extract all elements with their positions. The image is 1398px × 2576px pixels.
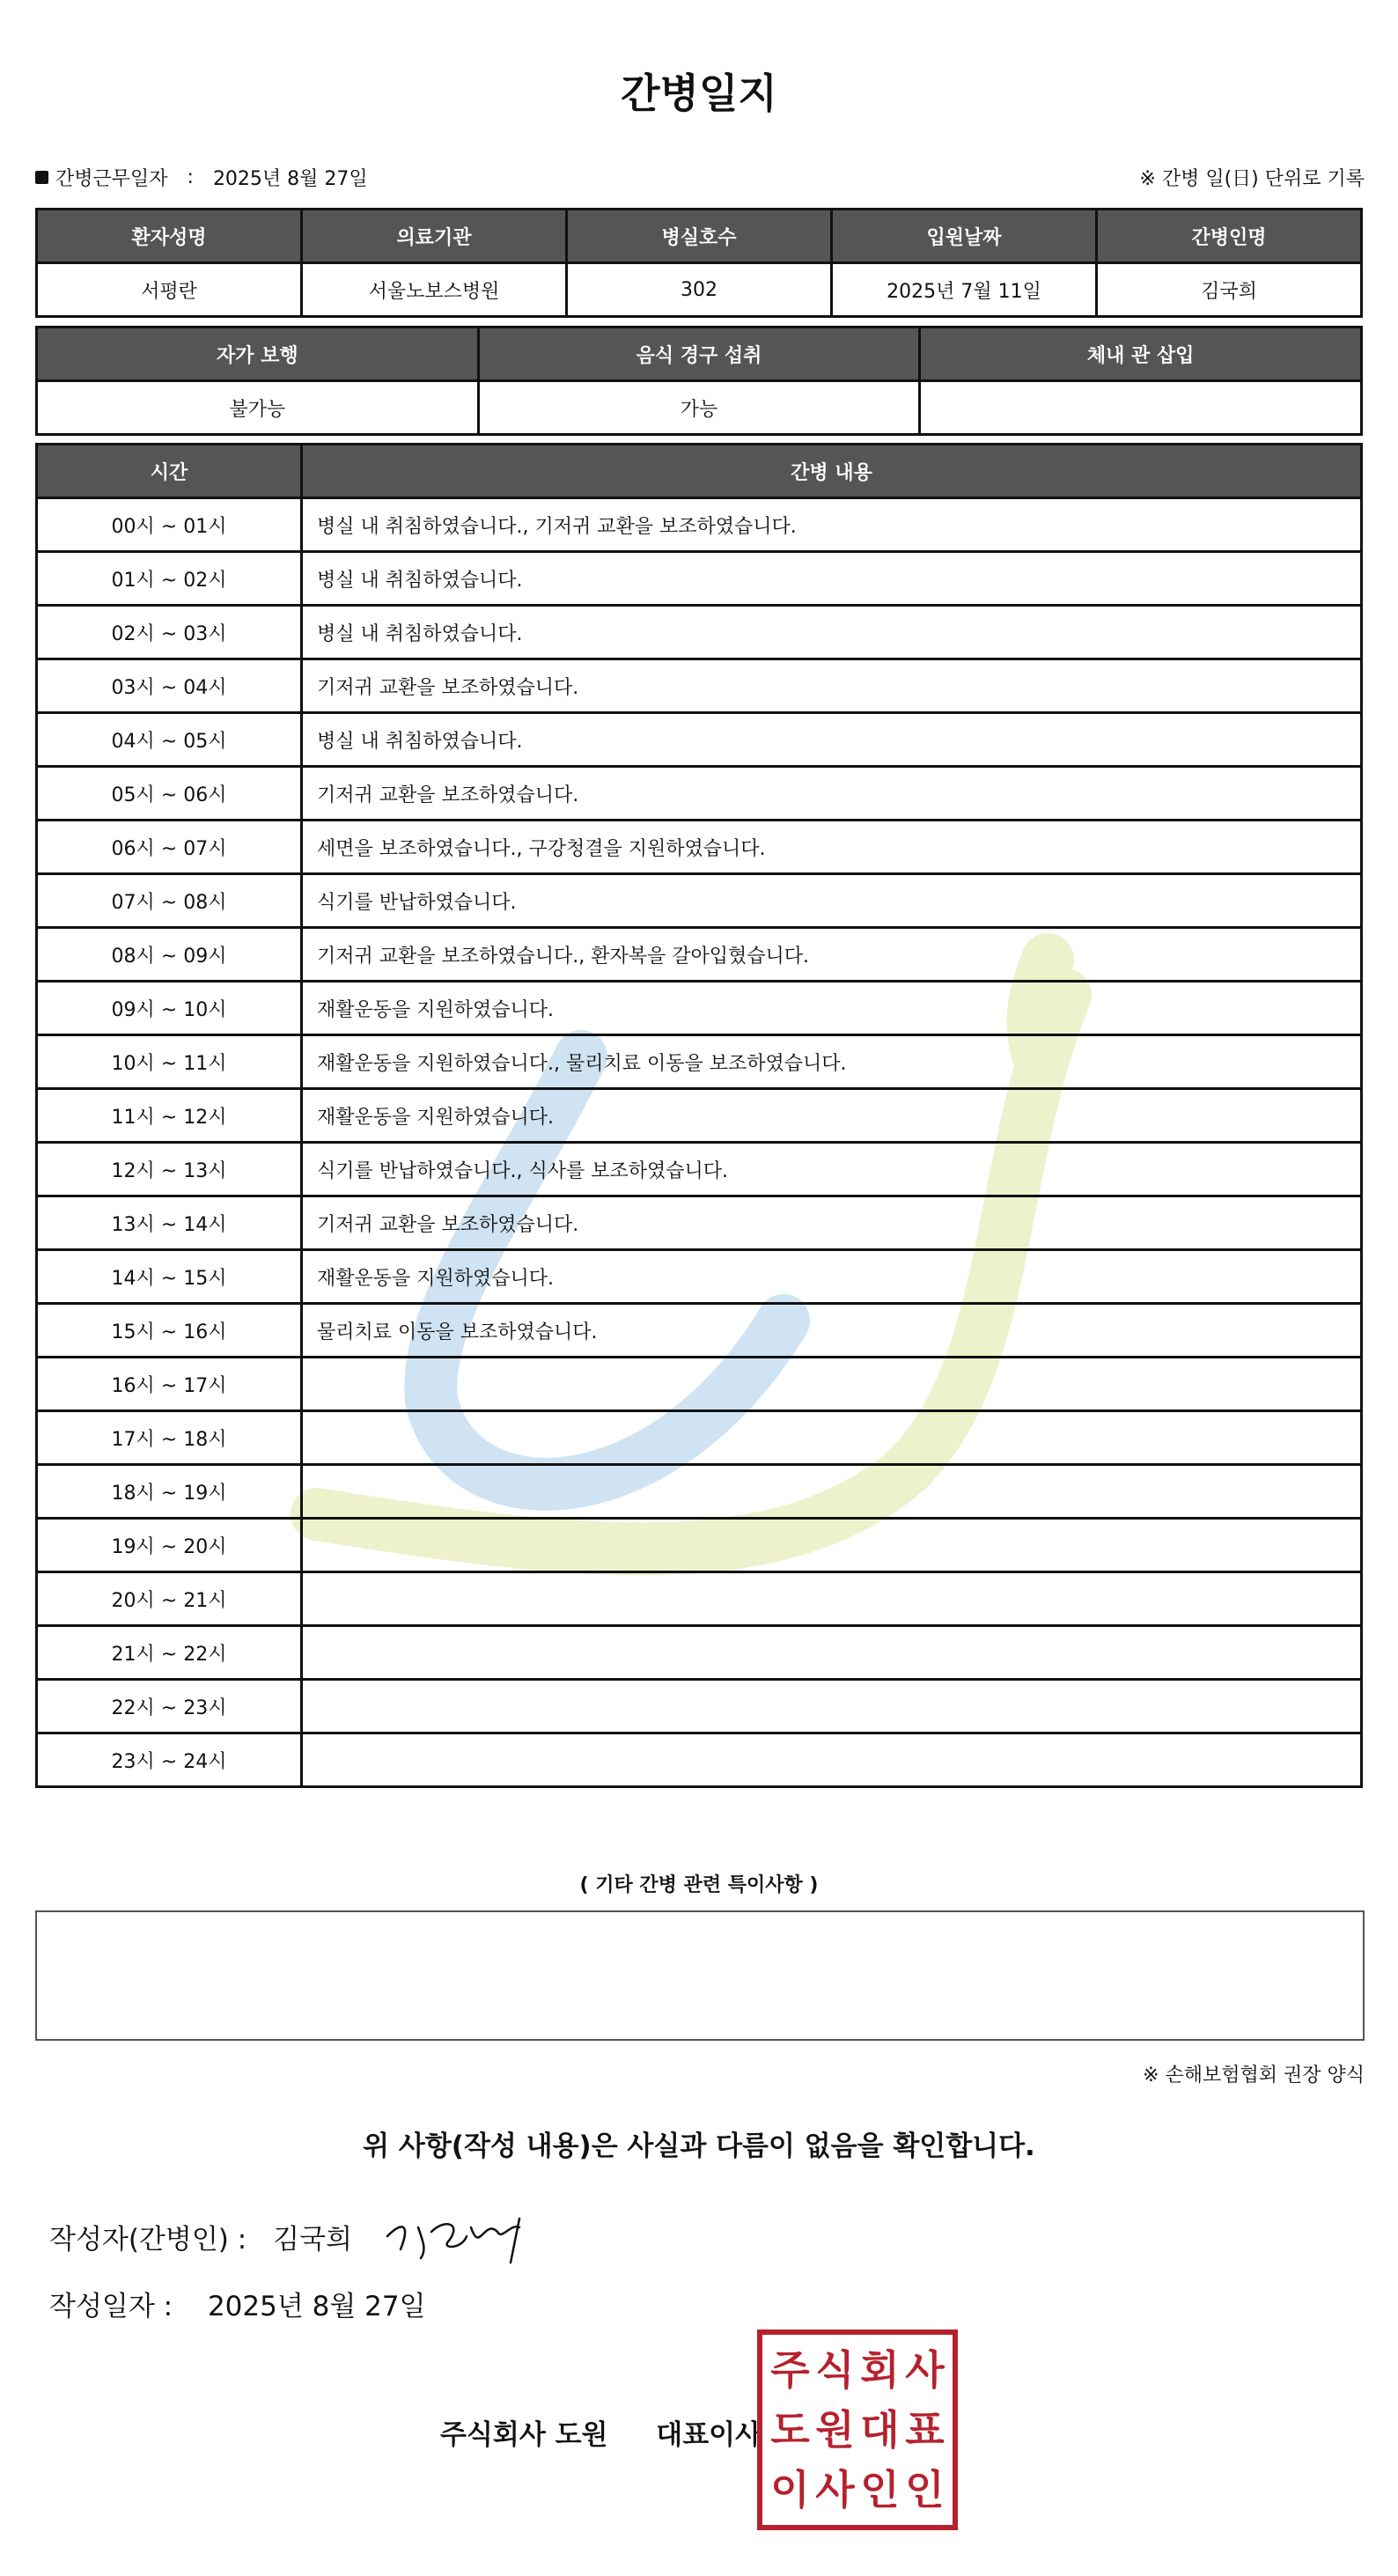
log-row	[37, 767, 1362, 821]
header-self-walking: 자가 보행	[37, 328, 479, 381]
patient-status-table	[35, 326, 1363, 436]
log-row	[37, 1733, 1362, 1787]
log-time: 11시 ~ 12시	[37, 1089, 302, 1143]
form-note: ※ 손해보험협회 권장 양식	[1143, 2064, 1365, 2087]
log-content: 병실 내 취침하였습니다.	[302, 713, 1362, 767]
log-time: 22시 ~ 23시	[37, 1680, 302, 1733]
work-date-label: 간병근무일자	[55, 168, 168, 190]
log-row	[37, 874, 1362, 928]
log-time: 01시 ~ 02시	[37, 552, 302, 606]
patient-info-table	[35, 208, 1363, 318]
work-date	[35, 164, 368, 191]
author-name: 김국희	[273, 2224, 353, 2256]
log-content: 기저귀 교환을 보조하였습니다., 환자복을 갈아입혔습니다.	[302, 928, 1362, 982]
log-row	[37, 821, 1362, 874]
self-walking-value: 불가능	[37, 381, 479, 435]
log-content: 기저귀 교환을 보조하였습니다.	[302, 659, 1362, 713]
log-row	[37, 552, 1362, 606]
log-row	[37, 1519, 1362, 1572]
header-patient-name: 환자성명	[37, 210, 302, 263]
header-time: 시간	[37, 445, 302, 498]
header-hospital: 의료기관	[302, 210, 567, 263]
patient-name: 서평란	[37, 263, 302, 317]
log-content	[302, 1572, 1362, 1626]
log-row	[37, 498, 1362, 552]
log-content: 식기를 반납하였습니다., 식사를 보조하였습니다.	[302, 1143, 1362, 1196]
log-time: 23시 ~ 24시	[37, 1733, 302, 1787]
log-content: 병실 내 취침하였습니다.	[302, 606, 1362, 659]
seal-char: 대	[860, 2406, 900, 2454]
log-time: 18시 ~ 19시	[37, 1465, 302, 1519]
log-time: 14시 ~ 15시	[37, 1250, 302, 1304]
log-time: 09시 ~ 10시	[37, 982, 302, 1035]
log-time: 07시 ~ 08시	[37, 874, 302, 928]
remarks-title: ( 기타 간병 관련 특이사항 )	[579, 1874, 819, 1896]
log-content: 기저귀 교환을 보조하였습니다.	[302, 767, 1362, 821]
work-date-value: 2025년 8월 27일	[212, 168, 368, 190]
log-row	[37, 1196, 1362, 1250]
log-row	[37, 928, 1362, 982]
log-row	[37, 1358, 1362, 1411]
log-content: 재활운동을 지원하였습니다.	[302, 1089, 1362, 1143]
header-care-content: 간병 내용	[302, 445, 1362, 498]
log-time: 08시 ~ 09시	[37, 928, 302, 982]
log-time: 03시 ~ 04시	[37, 659, 302, 713]
log-row	[37, 1304, 1362, 1358]
seal-char: 원	[815, 2406, 855, 2454]
log-row	[37, 1143, 1362, 1196]
seal-char: 인	[905, 2466, 945, 2513]
log-time: 10시 ~ 11시	[37, 1035, 302, 1089]
log-row	[37, 1035, 1362, 1089]
log-content: 식기를 반납하였습니다.	[302, 874, 1362, 928]
log-row	[37, 982, 1362, 1035]
log-time: 21시 ~ 22시	[37, 1626, 302, 1680]
log-time: 16시 ~ 17시	[37, 1358, 302, 1411]
log-content	[302, 1411, 1362, 1465]
log-row	[37, 1465, 1362, 1519]
seal-char: 사	[815, 2466, 855, 2513]
seal-char: 이	[770, 2466, 810, 2513]
log-time: 15시 ~ 16시	[37, 1304, 302, 1358]
log-content: 물리치료 이동을 보조하였습니다.	[302, 1304, 1362, 1358]
header-admission-date: 입원날짜	[832, 210, 1097, 263]
log-time: 04시 ~ 05시	[37, 713, 302, 767]
signature	[379, 2201, 537, 2271]
hospital-name: 서울노보스병원	[302, 263, 567, 317]
log-time: 20시 ~ 21시	[37, 1572, 302, 1626]
seal-char: 주	[770, 2346, 810, 2394]
log-content	[302, 1465, 1362, 1519]
log-row	[37, 713, 1362, 767]
header-oral-intake: 음식 경구 섭취	[478, 328, 920, 381]
header-tube-insertion: 체내 관 삽입	[920, 328, 1362, 381]
log-content	[302, 1626, 1362, 1680]
header-room: 병실호수	[567, 210, 832, 263]
author-label: 작성자(간병인) :	[49, 2224, 247, 2256]
page-title: 간병일지	[621, 70, 777, 117]
seal-char: 도	[770, 2406, 810, 2454]
seal-char: 회	[860, 2346, 900, 2394]
seal-char: 표	[905, 2406, 945, 2454]
log-content: 재활운동을 지원하였습니다., 물리치료 이동을 보조하였습니다.	[302, 1035, 1362, 1089]
log-time: 13시 ~ 14시	[37, 1196, 302, 1250]
author	[49, 2217, 352, 2256]
log-row	[37, 1626, 1362, 1680]
log-time: 17시 ~ 18시	[37, 1411, 302, 1465]
log-row	[37, 659, 1362, 713]
seal-char: 식	[815, 2346, 855, 2394]
log-row	[37, 1411, 1362, 1465]
log-time: 05시 ~ 06시	[37, 767, 302, 821]
room-number: 302	[567, 263, 832, 317]
log-row	[37, 1250, 1362, 1304]
care-log-table	[35, 443, 1363, 1788]
caregiver-name: 김국희	[1097, 263, 1362, 317]
bullet-icon	[35, 171, 48, 184]
log-content: 병실 내 취침하였습니다., 기저귀 교환을 보조하였습니다.	[302, 498, 1362, 552]
log-content	[302, 1733, 1362, 1787]
log-row	[37, 1680, 1362, 1733]
log-content: 기저귀 교환을 보조하였습니다.	[302, 1196, 1362, 1250]
write-date-value: 2025년 8월 27일	[207, 2291, 426, 2322]
admission-date: 2025년 7월 11일	[832, 263, 1097, 317]
log-row	[37, 1089, 1362, 1143]
seal-char: 인	[860, 2466, 900, 2513]
log-content: 재활운동을 지원하였습니다.	[302, 982, 1362, 1035]
company-representative: 대표이사	[656, 2419, 762, 2451]
log-content	[302, 1519, 1362, 1572]
log-content	[302, 1358, 1362, 1411]
log-time: 06시 ~ 07시	[37, 821, 302, 874]
log-time: 00시 ~ 01시	[37, 498, 302, 552]
company-name: 주식회사 도원	[440, 2419, 608, 2451]
log-content: 세면을 보조하였습니다., 구강청결을 지원하였습니다.	[302, 821, 1362, 874]
tube-insertion-value	[920, 381, 1362, 435]
confirmation-statement: 위 사항(작성 내용)은 사실과 다름이 없음을 확인합니다.	[363, 2131, 1035, 2162]
log-content	[302, 1680, 1362, 1733]
write-date	[49, 2284, 426, 2323]
oral-intake-value: 가능	[478, 381, 920, 435]
log-row	[37, 606, 1362, 659]
remarks-box	[35, 1910, 1365, 2041]
log-content: 재활운동을 지원하였습니다.	[302, 1250, 1362, 1304]
log-time: 02시 ~ 03시	[37, 606, 302, 659]
work-date-separator: :	[187, 166, 194, 188]
unit-note: ※ 간병 일(日) 단위로 기록	[1139, 168, 1365, 190]
write-date-label: 작성일자 :	[49, 2291, 173, 2322]
log-content: 병실 내 취침하였습니다.	[302, 552, 1362, 606]
log-time: 12시 ~ 13시	[37, 1143, 302, 1196]
log-row	[37, 1572, 1362, 1626]
header-caregiver: 간병인명	[1097, 210, 1362, 263]
log-time: 19시 ~ 20시	[37, 1519, 302, 1572]
company-seal	[757, 2329, 958, 2530]
seal-char: 사	[905, 2346, 945, 2394]
company-signature-block	[440, 2412, 762, 2452]
